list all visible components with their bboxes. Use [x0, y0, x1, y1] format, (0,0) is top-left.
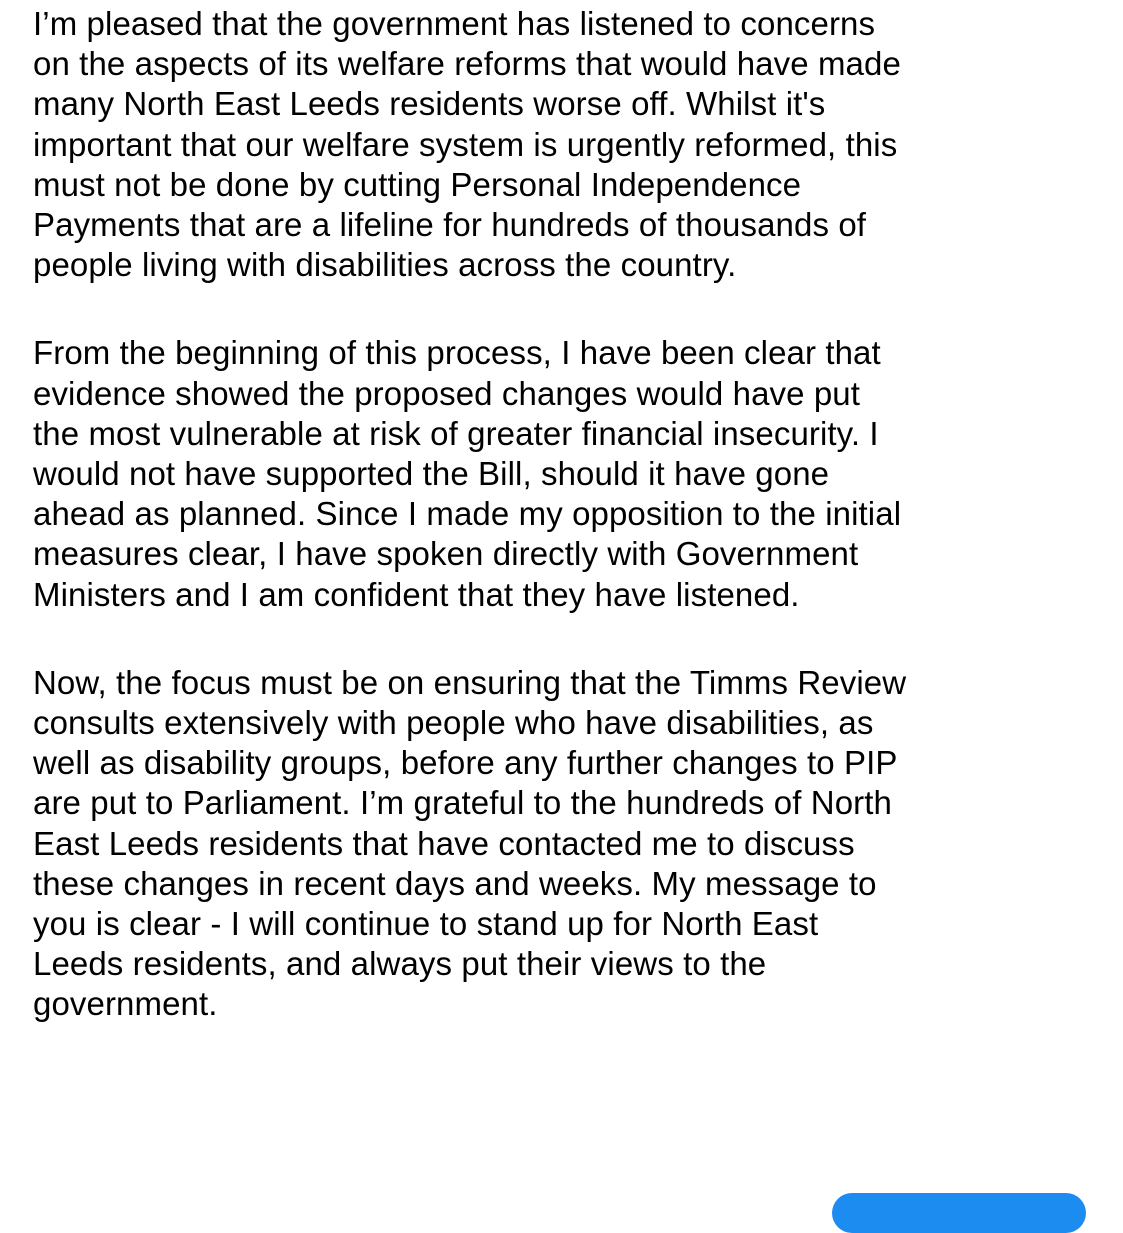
text-line: important that our welfare system is urgently reformed, this — [33, 125, 898, 163]
text-line: many North East Leeds residents worse off. Whilst it's — [33, 85, 826, 123]
text-line: consults extensively with people who have disabilities, as — [33, 704, 874, 742]
text-line: ahead as planned. Since I made my opposition to the initial — [33, 495, 902, 533]
paragraph-2 — [33, 333, 1103, 614]
statement-text — [33, 4, 1103, 1073]
text-line: these changes in recent days and weeks. My message to — [33, 864, 877, 902]
text-line: Leeds residents, and always put their views to the — [33, 945, 767, 983]
text-line: are put to Parliament. I’m grateful to the hundreds of North — [33, 784, 892, 822]
text-line: on the aspects of its welfare reforms that would have made — [33, 45, 901, 83]
text-line: evidence showed the proposed changes would have put — [33, 374, 861, 412]
text-line: East Leeds residents that have contacted me to discuss — [33, 824, 855, 862]
text-line: well as disability groups, before any further changes to PIP — [33, 744, 898, 782]
paragraph-1 — [33, 4, 1103, 285]
text-line: measures clear, I have spoken directly with Government — [33, 535, 859, 573]
text-line: would not have supported the Bill, should it have gone — [33, 455, 830, 493]
text-line: Ministers and I am confident that they have listened. — [33, 575, 800, 613]
text-line: Now, the focus must be on ensuring that the Timms Review — [33, 663, 907, 701]
text-line: I’m pleased that the government has listened to concerns — [33, 5, 876, 42]
text-line: From the beginning of this process, I have been clear that — [33, 334, 881, 372]
partially-visible-button[interactable] — [832, 1193, 1086, 1233]
text-line: the most vulnerable at risk of greater financial insecurity. I — [33, 414, 879, 452]
text-line: you is clear - I will continue to stand up for North East — [33, 905, 819, 943]
text-line: Payments that are a lifeline for hundreds of thousands of — [33, 206, 867, 244]
paragraph-3 — [33, 663, 1103, 1025]
text-line: must not be done by cutting Personal Independence — [33, 165, 802, 203]
text-line: people living with disabilities across the country. — [33, 246, 737, 284]
text-line: government. — [33, 985, 218, 1023]
